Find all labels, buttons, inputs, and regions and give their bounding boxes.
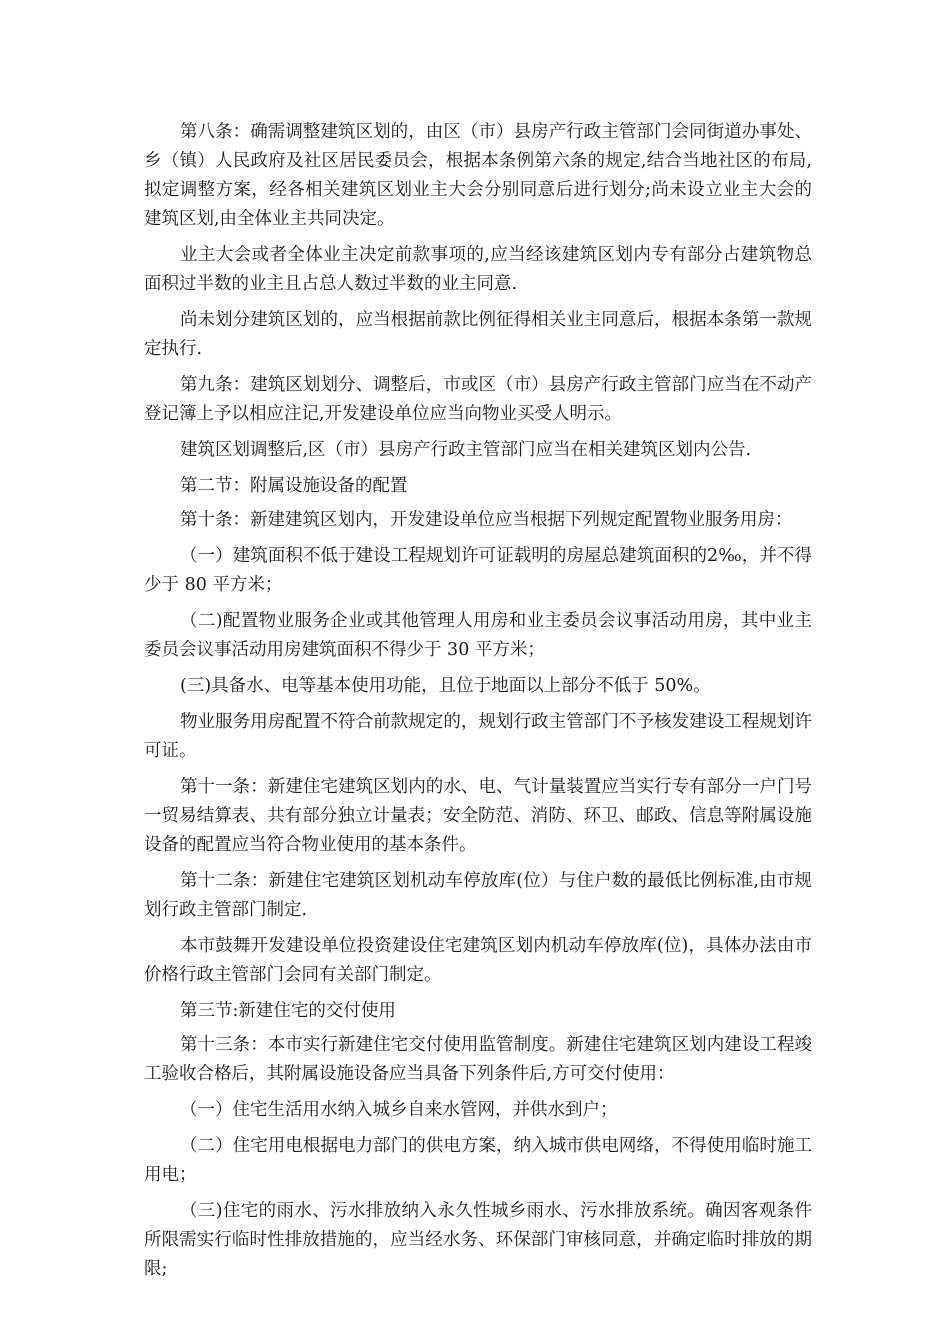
announcement-paragraph: 建筑区划调整后,区（市）县房产行政主管部门应当在相关建筑区划内公告. — [180, 440, 752, 460]
parking-investment-paragraph: 本市鼓舞开发建设单位投资建设住宅建筑区划内机动车停放库(位)，具体办法由市价格行政主管部门会同有关部门制定。 — [144, 936, 812, 985]
undivided-area-paragraph: 尚未划分建筑区划的，应当根据前款比例征得相关业主同意后，根据本条第一款规定执行. — [144, 310, 812, 359]
article-10-paragraph: 第十条：新建建筑区划内，开发建设单位应当根据下列规定配置物业服务用房： — [180, 510, 793, 530]
article-11-paragraph: 第十一条：新建住宅建筑区划内的水、电、气计量装置应当实行专有部分一户门号一贸易结算表、共有部分独立计量表；安全防范、消防、环卫、邮政、信息等附属设施设备的配置应当符合物业使用的基本条件。 — [144, 777, 812, 855]
owners-vote-paragraph: 业主大会或者全体业主决定前款事项的,应当经该建筑区划内专有部分占建筑物总面积过半数的业主且占总人数过半数的业主同意. — [144, 245, 812, 294]
article-10-item-1: （一）建筑面积不低于建设工程规划许可证载明的房屋总建筑面积的2‰，并不得少于 80 平方米； — [144, 546, 812, 595]
article-10-item-2: （二)配置物业服务企业或其他管理人用房和业主委员会议事活动用房，其中业主委员会议事活动用房建筑面积不得少于 30 平方米； — [144, 611, 812, 660]
document-body — [144, 118, 812, 1291]
article-13-item-1: （一）住宅生活用水纳入城乡自来水管网，并供水到户； — [180, 1100, 618, 1120]
article-13-item-3: （三)住宅的雨水、污水排放纳入永久性城乡雨水、污水排放系统。确因客观条件所限需实行临时性排放措施的，应当经水务、环保部门审核同意，并确定临时排放的期限; — [144, 1201, 812, 1279]
planning-permit-paragraph: 物业服务用房配置不符合前款规定的，规划行政主管部门不予核发建设工程规划许可证。 — [144, 712, 812, 761]
article-10-item-3: (三)具备水、电等基本使用功能，且位于地面以上部分不低于 50%。 — [180, 676, 711, 696]
article-8-paragraph: 第八条：确需调整建筑区划的，由区（市）县房产行政主管部门会同街道办事处、乡（镇）人民政府及社区居民委员会，根据本条例第六条的规定,结合当地社区的布局,拟定调整方案，经各相关建筑区划业主大会分别同意后进行划分;尚未设立业主大会的建筑区划,由全体业主共同决定。 — [144, 122, 812, 229]
article-12-paragraph: 第十二条：新建住宅建筑区划机动车停放库(位）与住户数的最低比例标准,由市规划行政主管部门制定. — [144, 871, 812, 920]
article-13-item-2: （二）住宅用电根据电力部门的供电方案，纳入城市供电网络，不得使用临时施工用电； — [144, 1136, 812, 1185]
article-9-paragraph: 第九条：建筑区划划分、调整后，市或区（市）县房产行政主管部门应当在不动产登记簿上予以相应注记,开发建设单位应当向物业买受人明示。 — [144, 375, 812, 424]
section-2-heading: 第二节：附属设施设备的配置 — [180, 476, 408, 496]
section-3-heading: 第三节:新建住宅的交付使用 — [180, 1001, 396, 1021]
article-13-paragraph: 第十三条：本市实行新建住宅交付使用监管制度。新建住宅建筑区划内建设工程竣工验收合格后，其附属设施设备应当具备下列条件后,方可交付使用： — [144, 1035, 812, 1084]
